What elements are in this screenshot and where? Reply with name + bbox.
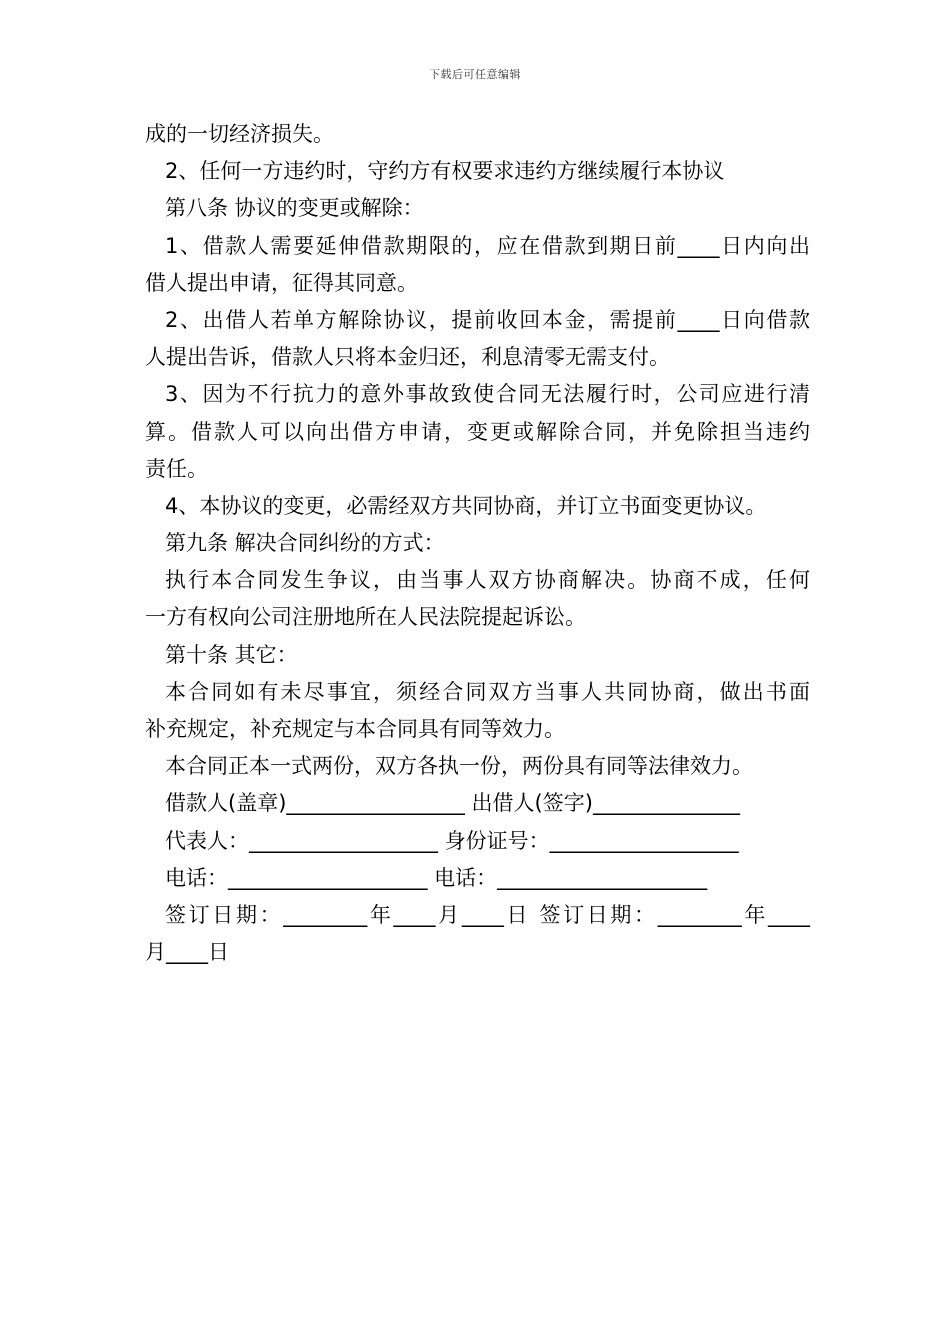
text-line-4: 1、借款人需要延伸借款期限的，应在借款到期日前____日内向出	[165, 233, 810, 258]
signature-line-date-cont: 月____日	[145, 940, 229, 965]
text-line-14: 一方有权向公司注册地所在人民法院提起诉讼。	[145, 605, 586, 630]
text-line-18: 本合同正本一式两份，双方各执一份，两份具有同等法律效力。	[165, 754, 753, 779]
text-line-17: 补充规定，补充规定与本合同具有同等效力。	[145, 717, 565, 741]
text-line-5: 借人提出申请，征得其同意。	[145, 270, 418, 295]
text-line-6: 2、出借人若单方解除协议，提前收回本金，需提前____日向借款	[165, 307, 810, 332]
page-header: 下载后可任意编辑	[429, 68, 521, 81]
text-line-7: 人提出告诉，借款人只将本金归还，利息清零无需支付。	[145, 345, 670, 370]
text-line-1: 成的一切经济损失。	[145, 122, 334, 146]
signature-line-phone: 电话：___________________ 电话：____________________	[165, 865, 708, 890]
article-9-heading: 第九条 解决合同纠纷的方式：	[165, 531, 445, 556]
article-8-heading: 第八条 协议的变更或解除：	[165, 196, 424, 221]
signature-line-borrower: 借款人(盖章)_________________ 出借人(签字)______________	[165, 791, 740, 816]
text-line-11: 4、本协议的变更，必需经双方共同协商，并订立书面变更协议。	[165, 493, 767, 518]
text-line-16: 本合同如有未尽事宜，须经合同双方当事人共同协商，做出书面	[165, 679, 810, 704]
text-line-2: 2、任何一方违约时，守约方有权要求违约方继续履行本协议	[165, 159, 725, 184]
text-line-10: 责任。	[145, 456, 208, 481]
signature-line-representative: 代表人：__________________ 身份证号：__________________	[165, 828, 739, 853]
article-10-heading: 第十条 其它：	[165, 642, 298, 667]
text-line-13: 执行本合同发生争议，由当事人双方协商解决。协商不成，任何	[165, 568, 810, 593]
text-line-8: 3、因为不行抗力的意外事故致使合同无法履行时，公司应进行清	[165, 382, 810, 407]
text-line-9: 算。借款人可以向出借方申请，变更或解除合同，并免除担当违约	[145, 419, 810, 444]
document-body	[145, 116, 810, 971]
signature-line-date: 签订日期：________年____月____日 签订日期：________年____	[165, 902, 810, 927]
